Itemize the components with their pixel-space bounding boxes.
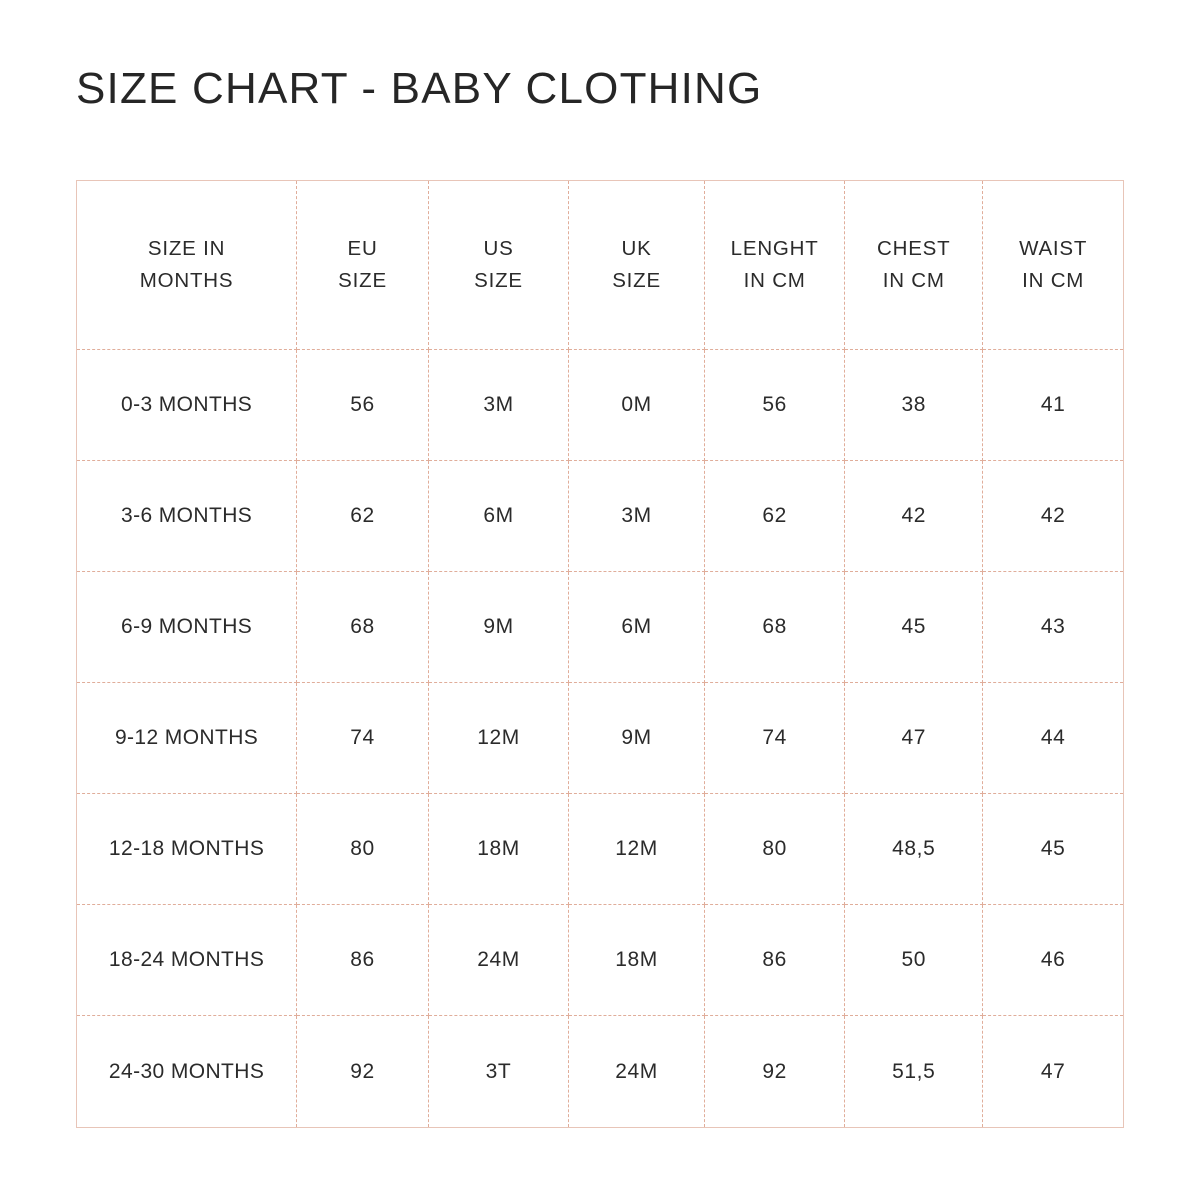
header-line-1: CHEST [877, 236, 951, 260]
cell-chest: 51,5 [845, 1016, 983, 1127]
cell-uk: 9M [569, 682, 705, 793]
table-row [77, 794, 1123, 905]
column-header-size-in-months [77, 181, 297, 349]
cell-us: 6M [428, 460, 568, 571]
column-header-us-size [428, 181, 568, 349]
cell-waist: 44 [983, 682, 1123, 793]
cell-eu: 68 [297, 571, 429, 682]
header-line-2: IN CM [743, 268, 806, 292]
size-chart-table-container [76, 180, 1124, 1128]
header-line-1: EU [347, 236, 378, 260]
cell-us: 18M [428, 794, 568, 905]
table-row [77, 460, 1123, 571]
cell-eu: 74 [297, 682, 429, 793]
header-line-2: SIZE [612, 268, 661, 292]
table-row [77, 571, 1123, 682]
cell-waist: 42 [983, 460, 1123, 571]
cell-length: 68 [705, 571, 845, 682]
cell-months: 24-30 MONTHS [77, 1016, 297, 1127]
header-line-2: IN CM [1022, 268, 1085, 292]
cell-uk: 12M [569, 794, 705, 905]
cell-uk: 24M [569, 1016, 705, 1127]
cell-chest: 48,5 [845, 794, 983, 905]
table-header [77, 181, 1123, 349]
size-chart-table [77, 181, 1123, 1127]
cell-us: 12M [428, 682, 568, 793]
cell-months: 3-6 MONTHS [77, 460, 297, 571]
cell-waist: 45 [983, 794, 1123, 905]
cell-length: 80 [705, 794, 845, 905]
cell-uk: 3M [569, 460, 705, 571]
table-body [77, 349, 1123, 1127]
cell-eu: 56 [297, 349, 429, 460]
cell-chest: 47 [845, 682, 983, 793]
cell-months: 18-24 MONTHS [77, 905, 297, 1016]
cell-uk: 0M [569, 349, 705, 460]
cell-length: 74 [705, 682, 845, 793]
cell-length: 92 [705, 1016, 845, 1127]
header-line-2: SIZE [474, 268, 523, 292]
column-header-chest-in-cm [845, 181, 983, 349]
cell-chest: 45 [845, 571, 983, 682]
cell-us: 3M [428, 349, 568, 460]
column-header-length-in-cm [705, 181, 845, 349]
table-row [77, 1016, 1123, 1127]
header-line-2: SIZE [338, 268, 387, 292]
cell-eu: 92 [297, 1016, 429, 1127]
cell-chest: 42 [845, 460, 983, 571]
header-line-2: MONTHS [139, 268, 234, 292]
cell-months: 9-12 MONTHS [77, 682, 297, 793]
cell-length: 62 [705, 460, 845, 571]
cell-length: 86 [705, 905, 845, 1016]
cell-uk: 18M [569, 905, 705, 1016]
header-line-1: WAIST [1019, 236, 1088, 260]
table-header-row [77, 181, 1123, 349]
cell-us: 24M [428, 905, 568, 1016]
cell-months: 12-18 MONTHS [77, 794, 297, 905]
column-header-uk-size [569, 181, 705, 349]
cell-months: 0-3 MONTHS [77, 349, 297, 460]
cell-eu: 86 [297, 905, 429, 1016]
cell-eu: 80 [297, 794, 429, 905]
cell-uk: 6M [569, 571, 705, 682]
cell-length: 56 [705, 349, 845, 460]
header-line-1: US [483, 236, 514, 260]
cell-eu: 62 [297, 460, 429, 571]
table-row [77, 905, 1123, 1016]
cell-waist: 41 [983, 349, 1123, 460]
cell-months: 6-9 MONTHS [77, 571, 297, 682]
table-row [77, 349, 1123, 460]
column-header-waist-in-cm [983, 181, 1123, 349]
cell-us: 3T [428, 1016, 568, 1127]
cell-us: 9M [428, 571, 568, 682]
cell-waist: 47 [1040, 1059, 1066, 1083]
cell-chest: 38 [845, 349, 983, 460]
header-line-2: IN CM [882, 268, 945, 292]
cell-waist: 43 [983, 571, 1123, 682]
header-line-1: LENGHT [730, 236, 819, 260]
header-line-1: SIZE IN [147, 236, 226, 260]
page-title: SIZE CHART - BABY CLOTHING [76, 64, 763, 113]
header-line-1: UK [621, 236, 652, 260]
cell-chest: 50 [845, 905, 983, 1016]
table-row [77, 682, 1123, 793]
column-header-eu-size [297, 181, 429, 349]
cell-waist: 46 [983, 905, 1123, 1016]
